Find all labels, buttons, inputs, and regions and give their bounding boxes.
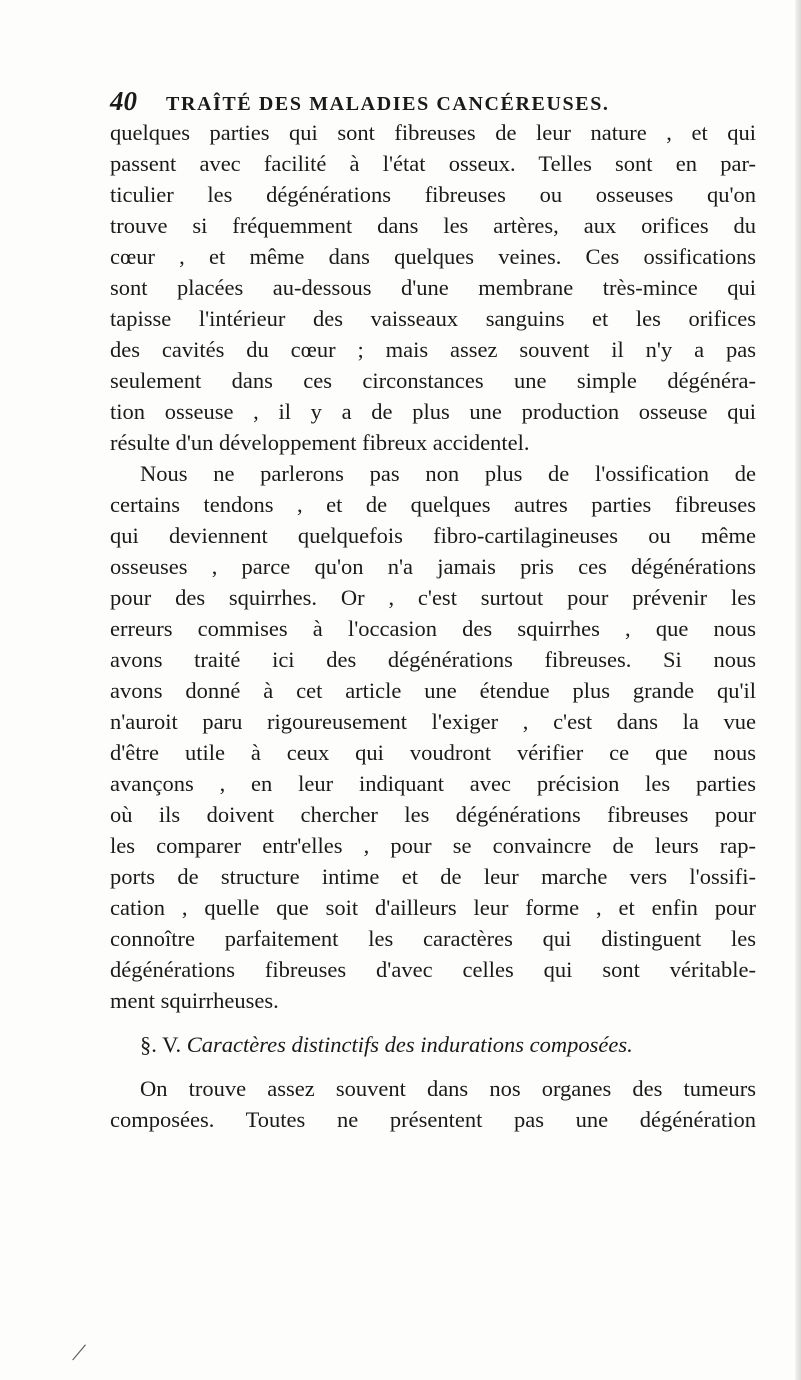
text-line: dégénérations fibreuses d'avec celles qui sont véritable-	[110, 957, 756, 982]
section-spacer	[110, 1016, 756, 1029]
text-line: ment squirrheuses.	[110, 988, 279, 1013]
text-line: trouve si fréquemment dans les artères, aux orifices du	[110, 213, 756, 238]
text-line: les comparer entr'elles , pour se convaincre de leurs rap-	[110, 833, 756, 858]
text-line: On trouve assez souvent dans nos organes des tumeurs	[140, 1076, 756, 1101]
text-line: avons donné à cet article une étendue plus grande qu'il	[110, 678, 756, 703]
text-line: quelques parties qui sont fibreuses de leur nature , et qui	[110, 120, 756, 145]
paragraph-3	[110, 1073, 756, 1135]
paragraph-2	[110, 458, 756, 1016]
text-line: erreurs commises à l'occasion des squirrhes , que nous	[110, 616, 756, 641]
text-line: osseuses , parce qu'on n'a jamais pris ces dégénérations	[110, 554, 756, 579]
text-line: passent avec facilité à l'état osseux. Telles sont en par-	[110, 151, 756, 176]
section-title: Caractères distinctifs des indurations composées.	[186, 1032, 633, 1057]
text-line: tion osseuse , il y a de plus une production osseuse qui	[110, 399, 756, 424]
text-line: Nous ne parlerons pas non plus de l'ossification de	[140, 461, 756, 486]
page-text	[110, 117, 756, 1135]
text-line: résulte d'un développement fibreux accidentel.	[110, 430, 530, 455]
section-number: §. V.	[140, 1032, 182, 1057]
text-line: sont placées au-dessous d'une membrane très-mince qui	[110, 275, 756, 300]
text-line: tapisse l'intérieur des vaisseaux sanguins et les orifices	[110, 306, 756, 331]
running-head	[110, 86, 750, 120]
section-heading	[110, 1029, 756, 1060]
page-edge	[795, 0, 801, 1380]
text-line: cation , quelle que soit d'ailleurs leur forme , et enfin pour	[110, 895, 756, 920]
margin-pencil-mark: |	[70, 1339, 91, 1362]
text-line: des cavités du cœur ; mais assez souvent il n'y a pas	[110, 337, 756, 362]
text-line: qui deviennent quelquefois fibro-cartilagineuses ou même	[110, 523, 756, 548]
paragraph-1	[110, 117, 756, 458]
text-line: pour des squirrhes. Or , c'est surtout pour prévenir les	[110, 585, 756, 610]
text-line: cœur , et même dans quelques veines. Ces ossifications	[110, 244, 756, 269]
text-line: composées. Toutes ne présentent pas une dégénération	[110, 1107, 756, 1132]
text-line: ports de structure intime et de leur marche vers l'ossifi-	[110, 864, 756, 889]
text-line: d'être utile à ceux qui voudront vérifier ce que nous	[110, 740, 756, 765]
text-line: avançons , en leur indiquant avec précision les parties	[110, 771, 756, 796]
section-spacer	[110, 1060, 756, 1073]
text-line: avons traité ici des dégénérations fibreuses. Si nous	[110, 647, 756, 672]
text-line: connoître parfaitement les caractères qui distinguent les	[110, 926, 756, 951]
text-line: certains tendons , et de quelques autres parties fibreuses	[110, 492, 756, 517]
text-line: où ils doivent chercher les dégénérations fibreuses pour	[110, 802, 756, 827]
page-number: 40	[110, 86, 137, 116]
running-title: TRAÎTÉ DES MALADIES CANCÉREUSES.	[166, 93, 610, 115]
text-line: seulement dans ces circonstances une simple dégénéra-	[110, 368, 756, 393]
text-line: ticulier les dégénérations fibreuses ou osseuses qu'on	[110, 182, 756, 207]
text-line: n'auroit paru rigoureusement l'exiger , c'est dans la vue	[110, 709, 756, 734]
